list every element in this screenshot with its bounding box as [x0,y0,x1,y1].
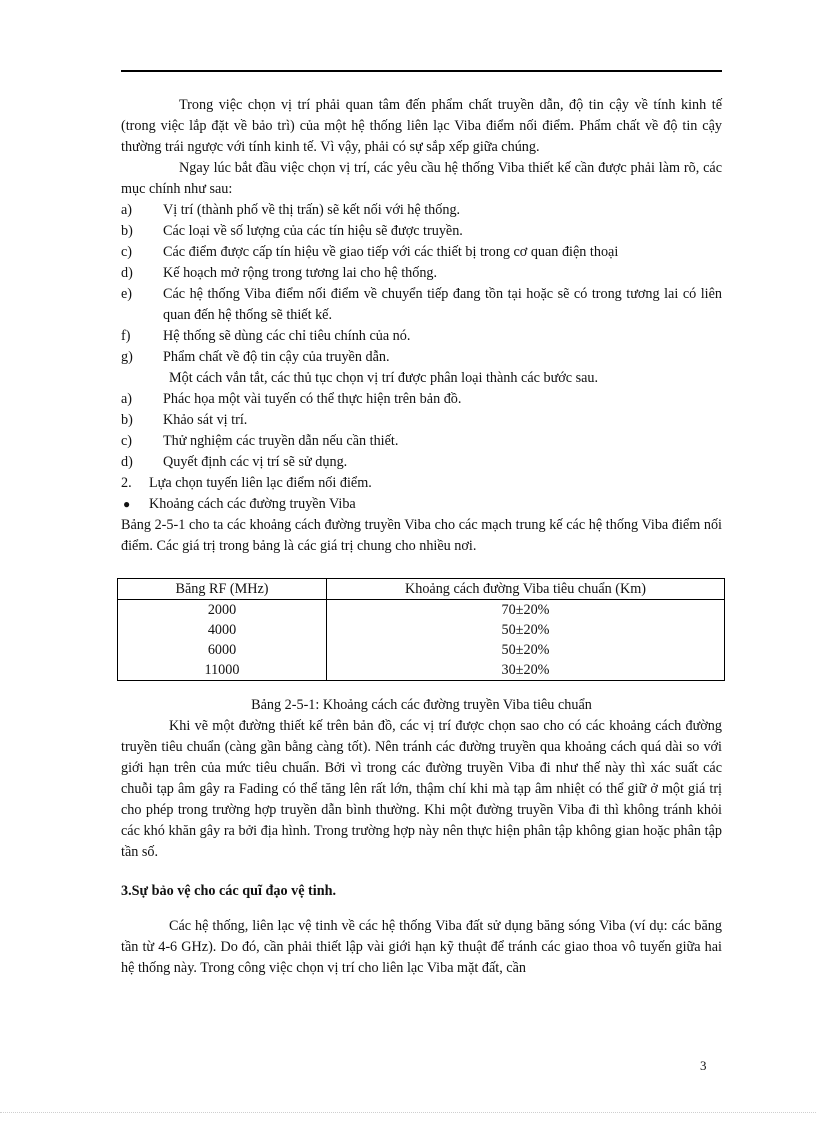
list-item: c) Các điểm được cấp tín hiệu về giao tiếp với các thiết bị trong cơ quan điện thoại [121,244,619,260]
paragraph-4: Bảng 2-5-1 cho ta các khoảng cách đường truyền Viba cho các mạch trung kế các hệ thống Viba điểm nối điểm. Các giá trị trong bảng là các giá trị chung cho nhiều nơi. [121,517,722,554]
table-row [118,620,725,640]
table-cell: 30±20% [327,660,725,681]
rf-distance-table [117,578,725,681]
page-bottom-border [0,1112,816,1113]
requirements-list [121,200,722,368]
steps-list [121,389,722,473]
table-header-row [118,579,725,600]
paragraph-3: Một cách vắn tắt, các thủ tục chọn vị trí được phân loại thành các bước sau. [169,370,599,386]
section-3-paragraph: Các hệ thống, liên lạc vệ tinh về các hệ thống Viba đất sử dụng băng sóng Viba (ví dụ: các băng tần từ 4-6 GHz). Do đó, cần phải thiết lập vài giới hạn kỹ thuật để tránh các giao thoa vô tuyến giữa hai hệ thống này. Trong công việc chọn vị trí cho liên lạc Viba mặt đất, cần [121,918,722,976]
bullet-dot-icon: ● [123,497,131,511]
table-cell: 50±20% [327,620,725,640]
table-header-cell: Băng RF (MHz) [118,579,327,600]
paragraph-1: Trong việc chọn vị trí phải quan tâm đến phẩm chất truyền dẫn, độ tin cậy về tính kinh tế (trong việc lắp đặt về bảo trì) của một hệ thống liên lạc Viba điểm nối điểm. Phẩm chất về độ tin cậy thường trái ngược với tính kinh tế. Vì vậy, phải có sự sắp xếp giữa chúng. [121,97,722,155]
table-cell: 70±20% [327,600,725,621]
list-item: e) Các hệ thống Viba điểm nối điểm về chuyển tiếp đang tồn tại hoặc sẽ có trong tương lai có liên quan đến hệ thống sẽ thiết kế. [121,286,722,323]
list-item: a) Phác họa một vài tuyến có thể thực hiện trên bản đồ. [121,391,462,407]
table-cell: 2000 [118,600,327,621]
list-item: c) Thử nghiệm các truyền dẫn nếu cần thiết. [121,433,399,449]
table-row [118,640,725,660]
header-rule [121,70,722,72]
list-item: b) Khảo sát vị trí. [121,412,248,428]
list-item: d) Quyết định các vị trí sẽ sử dụng. [121,454,348,470]
table-row [118,660,725,681]
page-number: 3 [700,1058,707,1073]
table-cell: 4000 [118,620,327,640]
list-item: a) Vị trí (thành phố về thị trấn) sẽ kết nối với hệ thống. [121,202,461,218]
paragraph-2: Ngay lúc bắt đầu việc chọn vị trí, các yêu cầu hệ thống Viba thiết kế cần được phải làm rõ, các mục chính như sau: [121,160,722,197]
list-item: b) Các loại về số lượng của các tín hiệu sẽ được truyền. [121,223,463,239]
table-caption: Bảng 2-5-1: Khoảng cách các đường truyền Viba tiêu chuẩn [251,697,592,713]
list-item: f) Hệ thống sẽ dùng các chỉ tiêu chính của nó. [121,328,411,344]
table-cell: 11000 [118,660,327,681]
list-item: d) Kế hoạch mở rộng trong tương lai cho hệ thống. [121,265,438,281]
list-item: g) Phẩm chất về độ tin cậy của truyền dẫn. [121,349,390,365]
table-header-cell: Khoảng cách đường Viba tiêu chuẩn (Km) [327,579,725,600]
table-cell: 50±20% [327,640,725,660]
section-3-title: 3.Sự bảo vệ cho các quĩ đạo vệ tinh. [121,883,337,899]
table-row [118,600,725,621]
table-cell: 6000 [118,640,327,660]
paragraph-5: Khi vẽ một đường thiết kế trên bản đồ, các vị trí được chọn sao cho có các khoảng cách đường truyền tiêu chuẩn (càng gần bằng càng tốt). Nên tránh các đường truyền qua khoảng cách quá dài so với giới hạn trên của mức tiêu chuẩn. Bởi vì trong các đường truyền Viba đi như thế này thì xác suất các chuỗi tạp âm gây ra Fading có thể tăng lên rất lớn, thậm chí khi mà tạp âm nhiệt có thể giữ ở một giá trị cho phép trong trường hợp truyền dẫn bình thường. Khi một đường truyền Viba đi thì không tránh khỏi các khó khăn gây ra bởi địa hình. Trong trường hợp này nên thực hiện phân tập không gian hoặc phân tập tần số. [121,718,722,860]
bullet-item: ● Khoảng cách các đường truyền Viba [121,494,722,515]
section-2-heading: 2. Lựa chọn tuyến liên lạc điểm nối điểm. [121,475,372,491]
page-body [121,95,722,979]
